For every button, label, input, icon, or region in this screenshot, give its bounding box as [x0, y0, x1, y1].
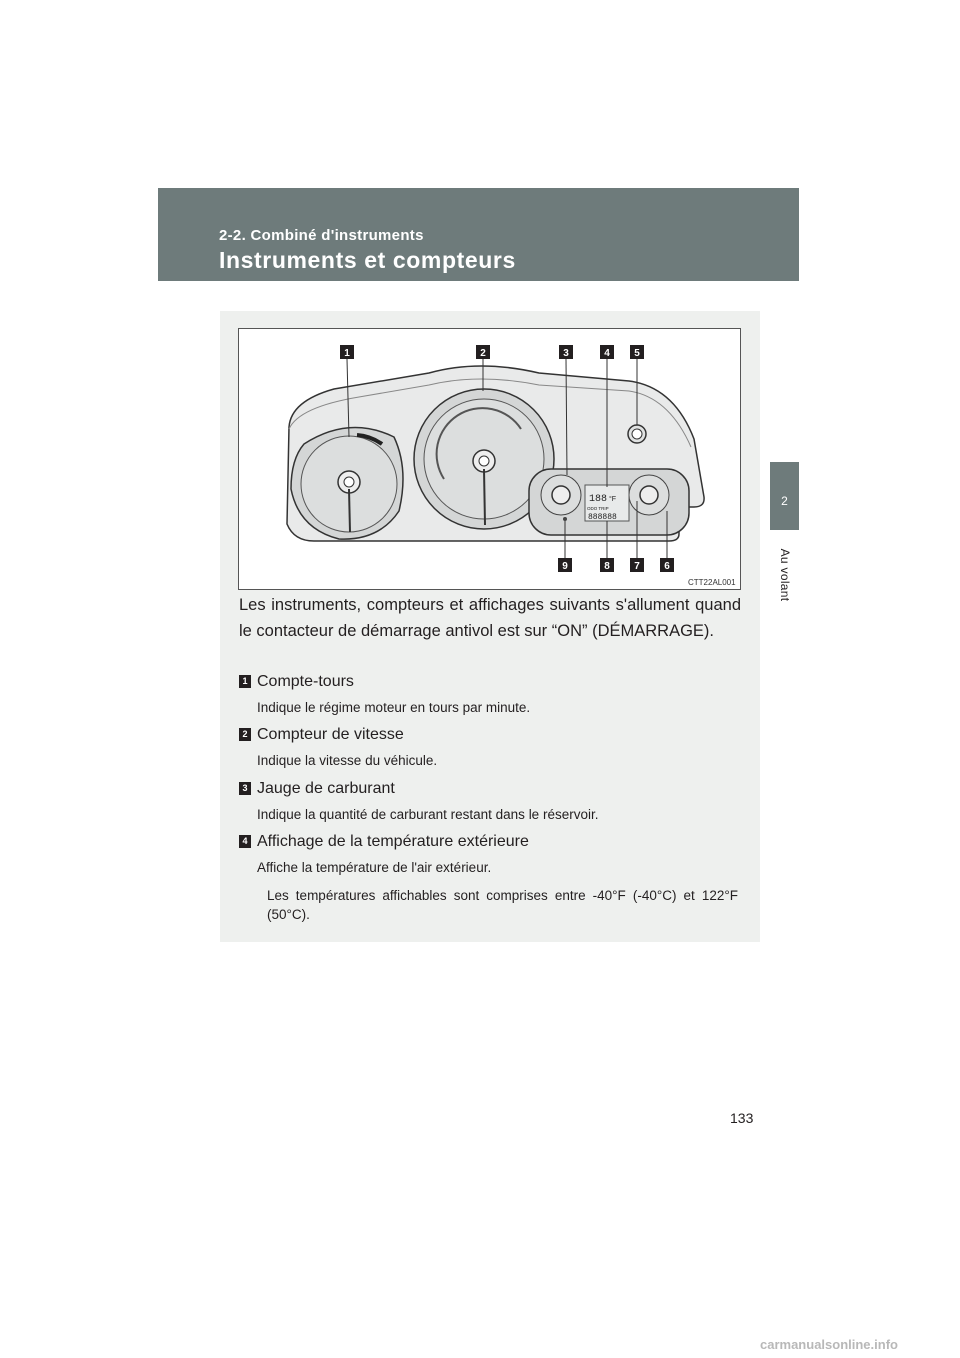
- svg-text:3: 3: [563, 348, 569, 359]
- item-number: 3: [239, 782, 251, 795]
- intro-paragraph: Les instruments, compteurs et affichages suivants s'allument quand le contacteur de démarrage antivol est sur “ON” (DÉMARRAGE).: [239, 596, 741, 640]
- lcd-temperature: 188: [589, 494, 608, 505]
- indicator-light: [563, 517, 567, 521]
- lcd-odo-trip: ODO TRIP: [587, 506, 609, 511]
- figure-code: CTT22AL001: [688, 578, 736, 587]
- item-description: Indique le régime moteur en tours par minute.: [257, 700, 531, 715]
- svg-text:2: 2: [480, 348, 486, 359]
- chapter-label: Au volant: [778, 548, 792, 602]
- item-number: 4: [239, 835, 251, 848]
- tachometer-hub-center: [344, 477, 354, 487]
- item-title: Compteur de vitesse: [257, 726, 404, 743]
- section-label: 2-2. Combiné d'instruments: [219, 227, 424, 244]
- content-box: [220, 311, 760, 942]
- callout-3: [559, 345, 573, 359]
- watermark: carmanualsonline.info: [760, 1337, 898, 1352]
- item-description: Indique la vitesse du véhicule.: [257, 753, 438, 768]
- fuel-gauge-hub: [552, 486, 570, 504]
- page-header: [158, 188, 799, 281]
- item-description: Indique la quantité de carburant restant dans le réservoir.: [257, 807, 599, 822]
- callout-8: [600, 558, 614, 572]
- item-title: Compte-tours: [257, 673, 354, 690]
- item-number: 2: [239, 728, 251, 741]
- lcd-odometer: 888888: [588, 513, 617, 522]
- page-number: 133: [730, 1110, 754, 1126]
- callout-1: [340, 345, 354, 359]
- item-description: Affiche la température de l'air extérieur.: [257, 860, 492, 875]
- item-number: 1: [239, 675, 251, 688]
- trip-knob-inner: [632, 429, 642, 439]
- chapter-tab[interactable]: [770, 462, 799, 530]
- item-title: Jauge de carburant: [257, 780, 395, 797]
- instrument-cluster-figure: [238, 328, 741, 590]
- temp-gauge-hub: [640, 486, 658, 504]
- callout-7: [630, 558, 644, 572]
- speedometer-needle: [484, 469, 485, 525]
- callout-5: [630, 345, 644, 359]
- svg-text:4: 4: [604, 348, 610, 359]
- tachometer-needle: [349, 489, 350, 532]
- svg-text:9: 9: [562, 561, 568, 572]
- callout-9: [558, 558, 572, 572]
- chapter-number: 2: [781, 494, 788, 508]
- svg-text:6: 6: [664, 561, 670, 572]
- callout-4: [600, 345, 614, 359]
- callout-2: [476, 345, 490, 359]
- callout-6: [660, 558, 674, 572]
- lcd-unit: °F: [609, 496, 617, 503]
- speedometer-hub-center: [479, 456, 489, 466]
- item-title: Affichage de la température extérieure: [257, 833, 529, 850]
- page-title: Instruments et compteurs: [219, 247, 516, 273]
- svg-text:1: 1: [344, 348, 350, 359]
- svg-text:5: 5: [634, 348, 640, 359]
- svg-text:8: 8: [604, 561, 610, 572]
- instrument-cluster-illustration: [239, 329, 740, 589]
- svg-text:7: 7: [634, 561, 640, 572]
- temperature-note: Les températures affichables sont comprises entre -40°F (-40°C) et 122°F (50°C).: [267, 888, 738, 922]
- chapter-label-wrap: [772, 540, 798, 610]
